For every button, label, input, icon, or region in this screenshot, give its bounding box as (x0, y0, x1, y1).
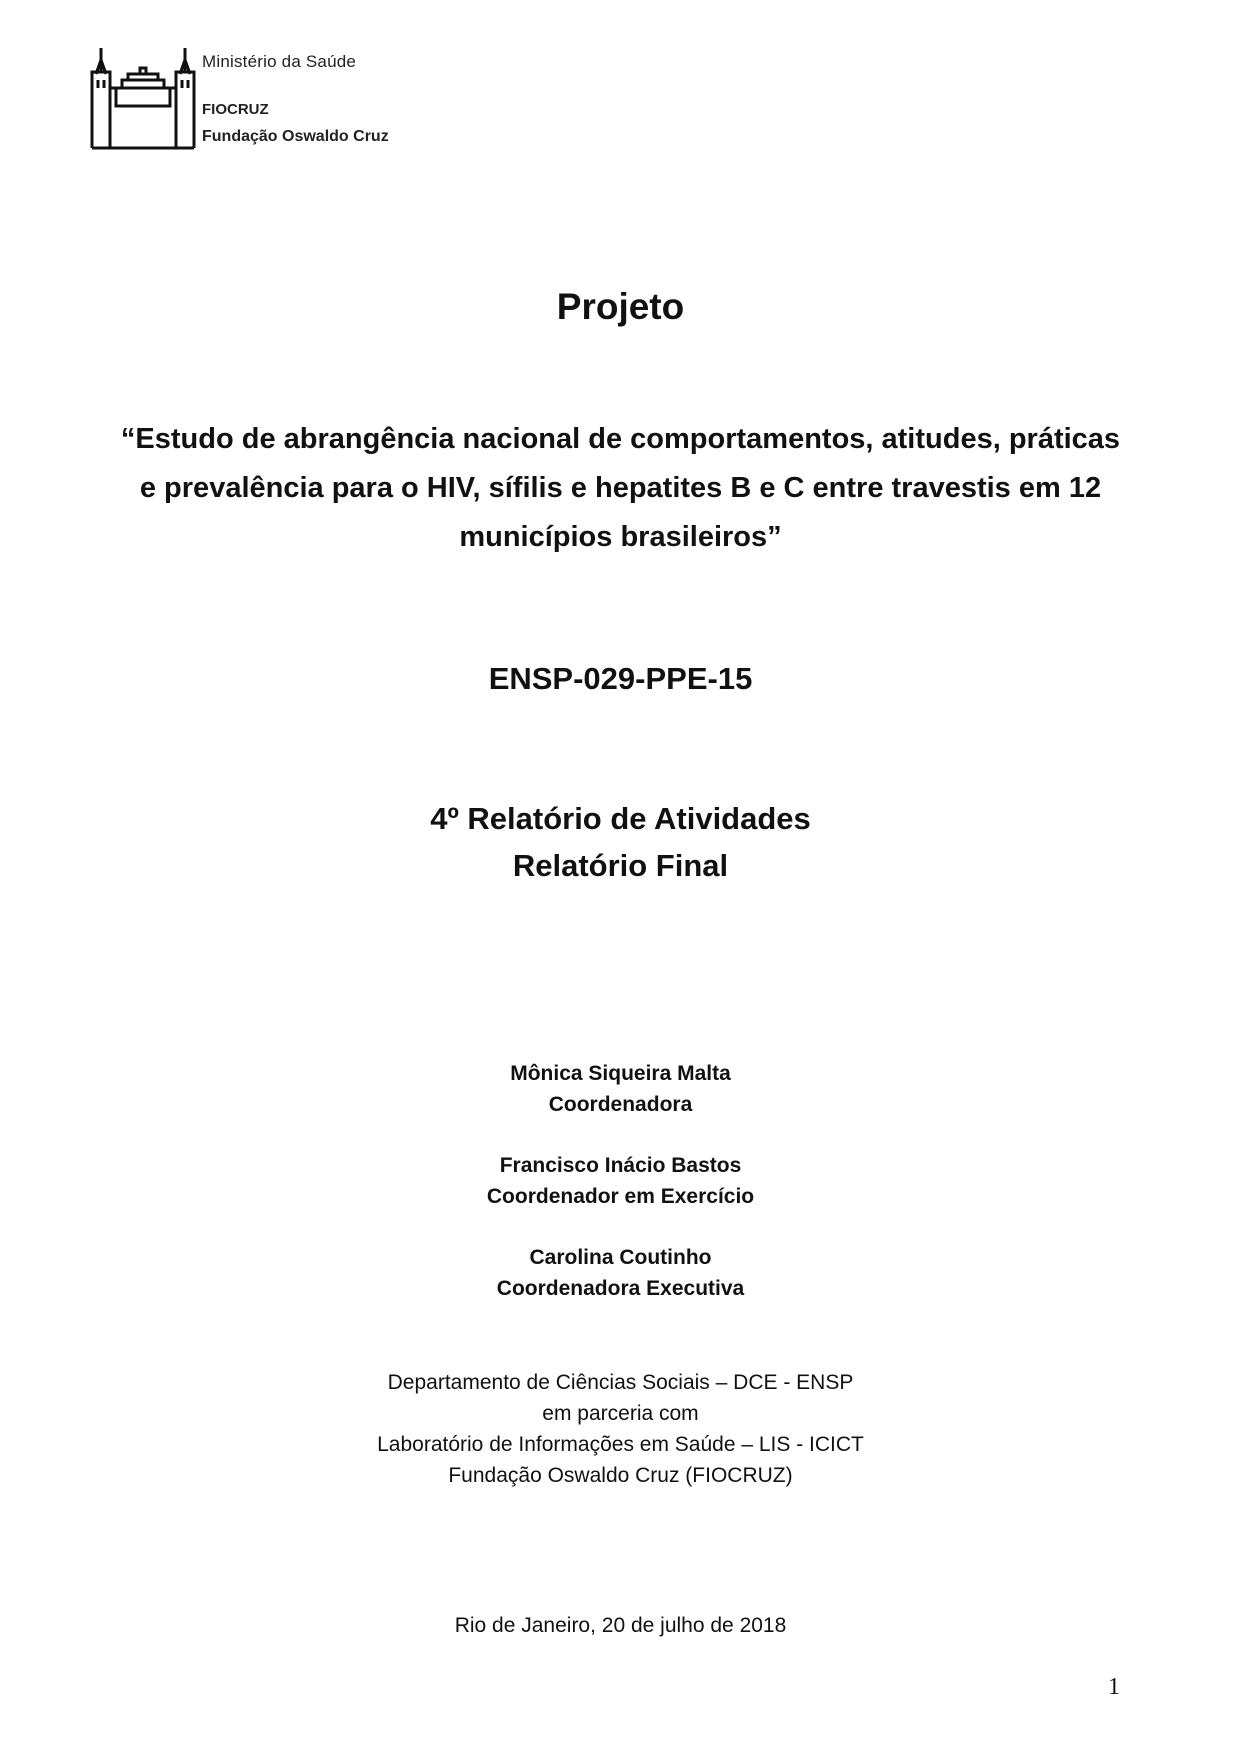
page-number: 1 (1108, 1674, 1120, 1700)
coordinator-entry (0, 1150, 1241, 1212)
department-line: Fundação Oswaldo Cruz (FIOCRUZ) (448, 1464, 793, 1487)
document-title: Projeto (556, 286, 685, 327)
coordinator-role: Coordenador em Exercício (486, 1185, 755, 1208)
place-date: Rio de Janeiro, 20 de julho de 2018 (454, 1614, 787, 1637)
report-title (0, 795, 1241, 889)
report-title-line: 4º Relatório de Atividades (430, 801, 811, 836)
report-title-line: Relatório Final (512, 848, 729, 883)
project-name (100, 415, 1141, 562)
coordinator-entry (0, 1058, 1241, 1120)
fiocruz-castle-logo-icon (88, 44, 198, 152)
project-name-line: municípios brasileiros” (459, 521, 782, 553)
department-line: em parceria com (542, 1402, 699, 1425)
coordinators-list (0, 1058, 1241, 1334)
logo-text (202, 52, 389, 146)
coordinator-name: Carolina Coutinho (529, 1246, 712, 1269)
coordinator-name: Francisco Inácio Bastos (499, 1154, 742, 1177)
coordinator-role: Coordenadora Executiva (496, 1277, 745, 1300)
project-code: ENSP-029-PPE-15 (488, 661, 753, 696)
coordinator-name: Mônica Siqueira Malta (510, 1062, 731, 1085)
org-full-label: Fundação Oswaldo Cruz (202, 128, 389, 145)
coordinator-role: Coordenadora (548, 1093, 693, 1116)
coordinator-entry (0, 1242, 1241, 1304)
department-block (0, 1367, 1241, 1491)
org-short-label: FIOCRUZ (202, 101, 269, 118)
department-line: Laboratório de Informações em Saúde – LIS - ICICT (377, 1433, 864, 1456)
ministry-label: Ministério da Saúde (202, 52, 357, 71)
department-line: Departamento de Ciências Sociais – DCE - ENSP (387, 1371, 854, 1394)
project-name-line: e prevalência para o HIV, sífilis e hepatites B e C entre travestis em 12 (139, 472, 1102, 504)
project-name-line: “Estudo de abrangência nacional de comportamentos, atitudes, práticas (120, 423, 1121, 455)
